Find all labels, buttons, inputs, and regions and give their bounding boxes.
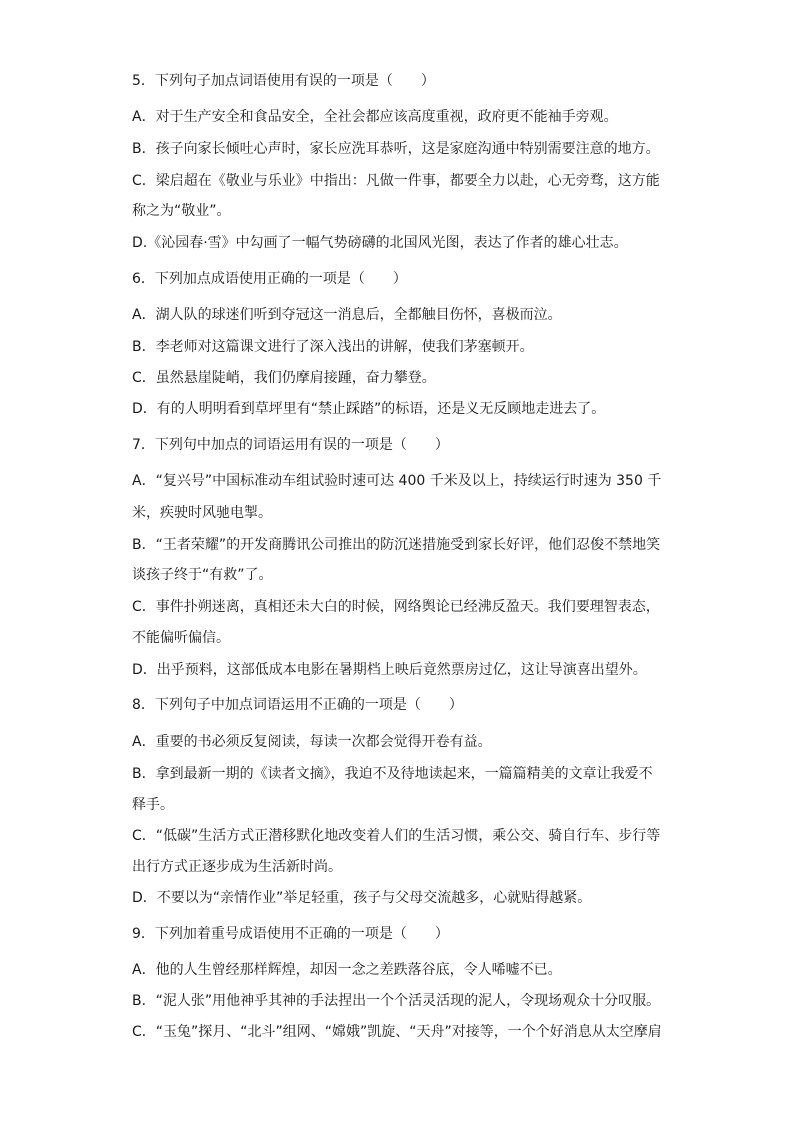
question-6-option-a: A．湖人队的球迷们听到夺冠这一消息后，全都触目伤怀，喜极而泣。 [132,307,562,323]
question-8-stem: 8．下列句子中加点词语运用不正确的一项是（ ） [132,697,463,713]
question-5-option-c: C．梁启超在《敬业与乐业》中指出：凡做一件事，都要全力以赴，心无旁骛，这方能 [132,173,660,189]
question-8-option-b: B．拿到最新一期的《读者文摘》，我迫不及待地读起来，一篇篇精美的文章让我爱不 [132,766,653,782]
question-7-option-a: A．“复兴号”中国标准动车组试验时速可达 400 千米及以上，持续运行时速为 350 千 [132,473,662,489]
question-8-option-d: D．不要以为“亲情作业”举足轻重，孩子与父母交流越多，心就贴得越紧。 [132,890,592,906]
question-6-option-b: B．李老师对这篇课文进行了深入浅出的讲解，使我们茅塞顿开。 [132,339,534,355]
question-8-option-c: C．“低碳”生活方式正潜移默化地改变着人们的生活习惯，乘公交、骑自行车、步行等 [132,828,661,844]
question-9-option-b: B．“泥人张”用他神乎其神的手法捏出一个个活灵活现的泥人，令现场观众十分叹服。 [132,993,661,1009]
question-6-option-c: C．虽然悬崖陡峭，我们仍摩肩接踵，奋力攀登。 [132,370,436,386]
question-5-option-d: D.《沁园春·雪》中勾画了一幅气势磅礴的北国风光图，表达了作者的雄心壮志。 [132,235,628,251]
question-6-stem: 6．下列加点成语使用正确的一项是（ ） [132,271,407,287]
question-5-option-c-cont: 称之为“敬业”。 [132,203,231,219]
question-7-option-b-cont: 谈孩子终于“有救”了。 [132,567,273,583]
question-5-option-a: A．对于生产安全和食品安全，全社会都应该高度重视，政府更不能袖手旁观。 [132,109,618,125]
question-7-option-a-cont: 米，疾驶时风驰电掣。 [132,505,272,521]
question-7-option-c-cont: 不能偏听偏信。 [132,630,230,646]
question-7-option-b: B．“王者荣耀”的开发商腾讯公司推出的防沉迷措施受到家长好评，他们忍俊不禁地笑 [132,537,661,553]
question-5-option-b: B．孩子向家长倾吐心声时，家长应洗耳恭听，这是家庭沟通中特别需要注意的地方。 [132,141,660,157]
question-6-option-d: D．有的人明明看到草坪里有“禁止踩踏”的标语，还是义无反顾地走进去了。 [132,401,606,417]
question-8-option-c-cont: 出行方式正逐步成为生活新时尚。 [132,859,342,875]
question-9-stem: 9．下列加着重号成语使用不正确的一项是（ ） [132,926,449,942]
question-5-stem: 5．下列句子加点词语使用有误的一项是（ ） [132,73,435,89]
question-7-stem: 7．下列句中加点的词语运用有误的一项是（ ） [132,437,449,453]
question-9-option-a: A．他的人生曾经那样辉煌，却因一念之差跌落谷底，令人唏嘘不已。 [132,962,562,978]
question-9-option-c: C．“玉兔”探月、“北斗”组网、“嫦娥”凯旋、“天舟”对接等，一个个好消息从太空摩肩 [132,1024,662,1040]
question-8-option-a: A．重要的书必须反复阅读，每读一次都会觉得开卷有益。 [132,734,492,750]
question-7-option-d: D．出乎预料，这部低成本电影在暑期档上映后竟然票房过亿，这让导演喜出望外。 [132,662,647,678]
question-7-option-c: C．事件扑朔迷离，真相还未大白的时候，网络舆论已经沸反盈天。我们要理智表态， [132,599,660,615]
question-8-option-b-cont: 释手。 [132,797,174,813]
